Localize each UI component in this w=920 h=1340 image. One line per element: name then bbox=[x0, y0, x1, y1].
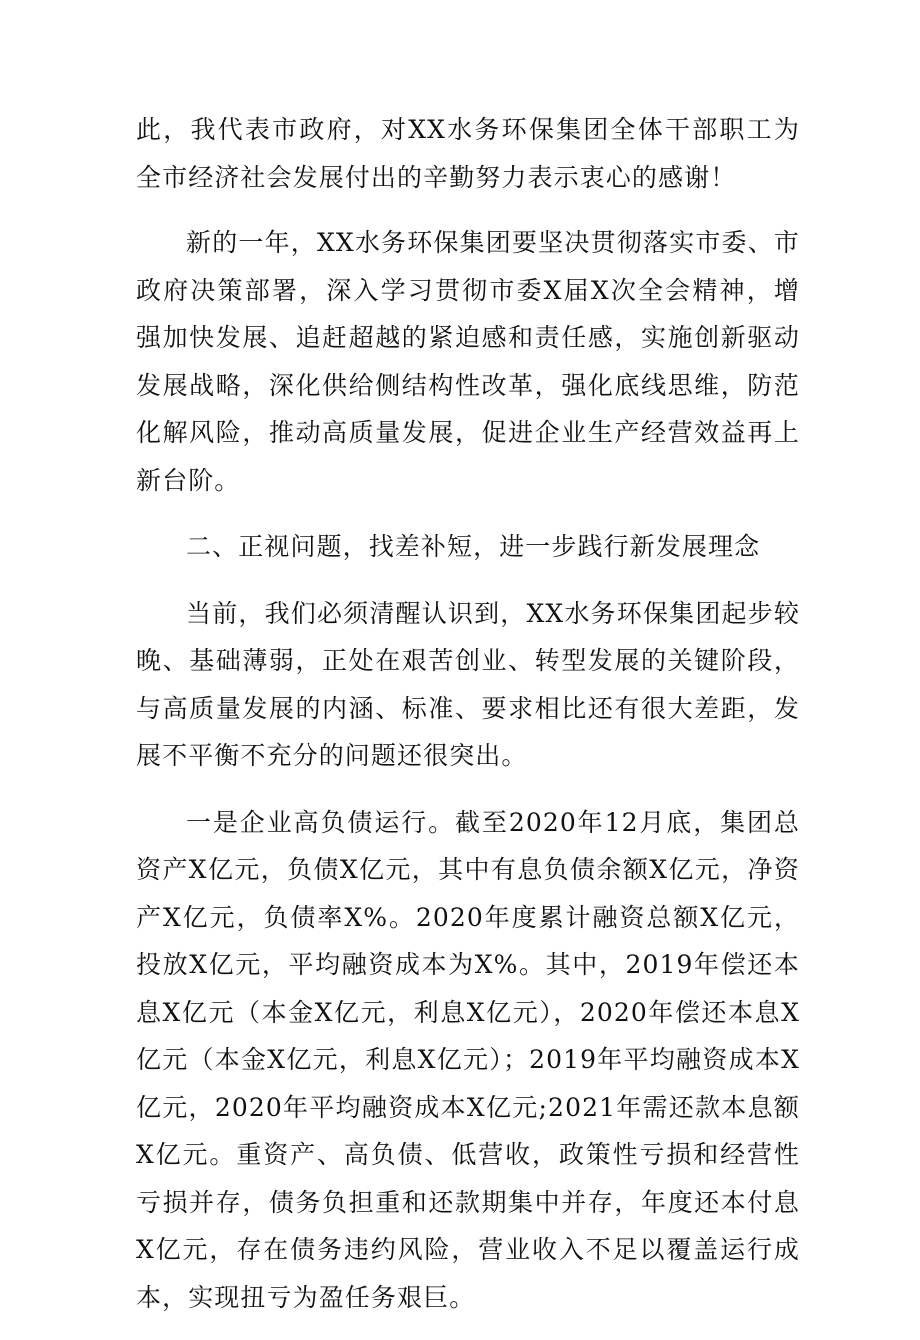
paragraph-high-debt: 一是企业高负债运行。截至2020年12月底，集团总资产X亿元，负债X亿元，其中有息负债余额X亿元，净资产X亿元，负债率X%。2020年度累计融资总额X亿元，投放X亿元，平均融资成本为X%。其中，2019年偿还本息X亿元（本金X亿元，利息X亿元），2020年偿还本息X亿元（本金X亿元，利息X亿元）；2019年平均融资成本X亿元，2020年平均融资成本X亿元;2021年需还款本息额X亿元。重资产、高负债、低营收，政策性亏损和经营性亏损并存，债务负担重和还款期集中并存，年度还本付息X亿元，存在债务违约风险，营业收入不足以覆盖运行成本，实现扭亏为盈任务艰巨。 bbox=[136, 807, 800, 1312]
paragraph-thanks: 此，我代表市政府，对XX水务环保集团全体干部职工为全市经济社会发展付出的辛勤努力表示衷心的感谢！ bbox=[136, 115, 800, 192]
section-heading-2: 二、正视问题，找差补短，进一步践行新发展理念 bbox=[186, 532, 761, 561]
document-body bbox=[136, 106, 800, 1340]
paragraph-new-year-goals: 新的一年，XX水务环保集团要坚决贯彻落实市委、市政府决策部署，深入学习贯彻市委X届X次全会精神，增强加快发展、追赶超越的紧迫感和责任感，实施创新驱动发展战略，深化供给侧结构性改革，强化底线思维，防范化解风险，推动高质量发展，促进企业生产经营效益再上新台阶。 bbox=[136, 228, 800, 495]
paragraph-current-situation: 当前，我们必须清醒认识到，XX水务环保集团起步较晚、基础薄弱，正处在艰苦创业、转型发展的关键阶段，与高质量发展的内涵、标准、要求相比还有很大差距，发展不平衡不充分的问题还很突出。 bbox=[136, 598, 800, 770]
